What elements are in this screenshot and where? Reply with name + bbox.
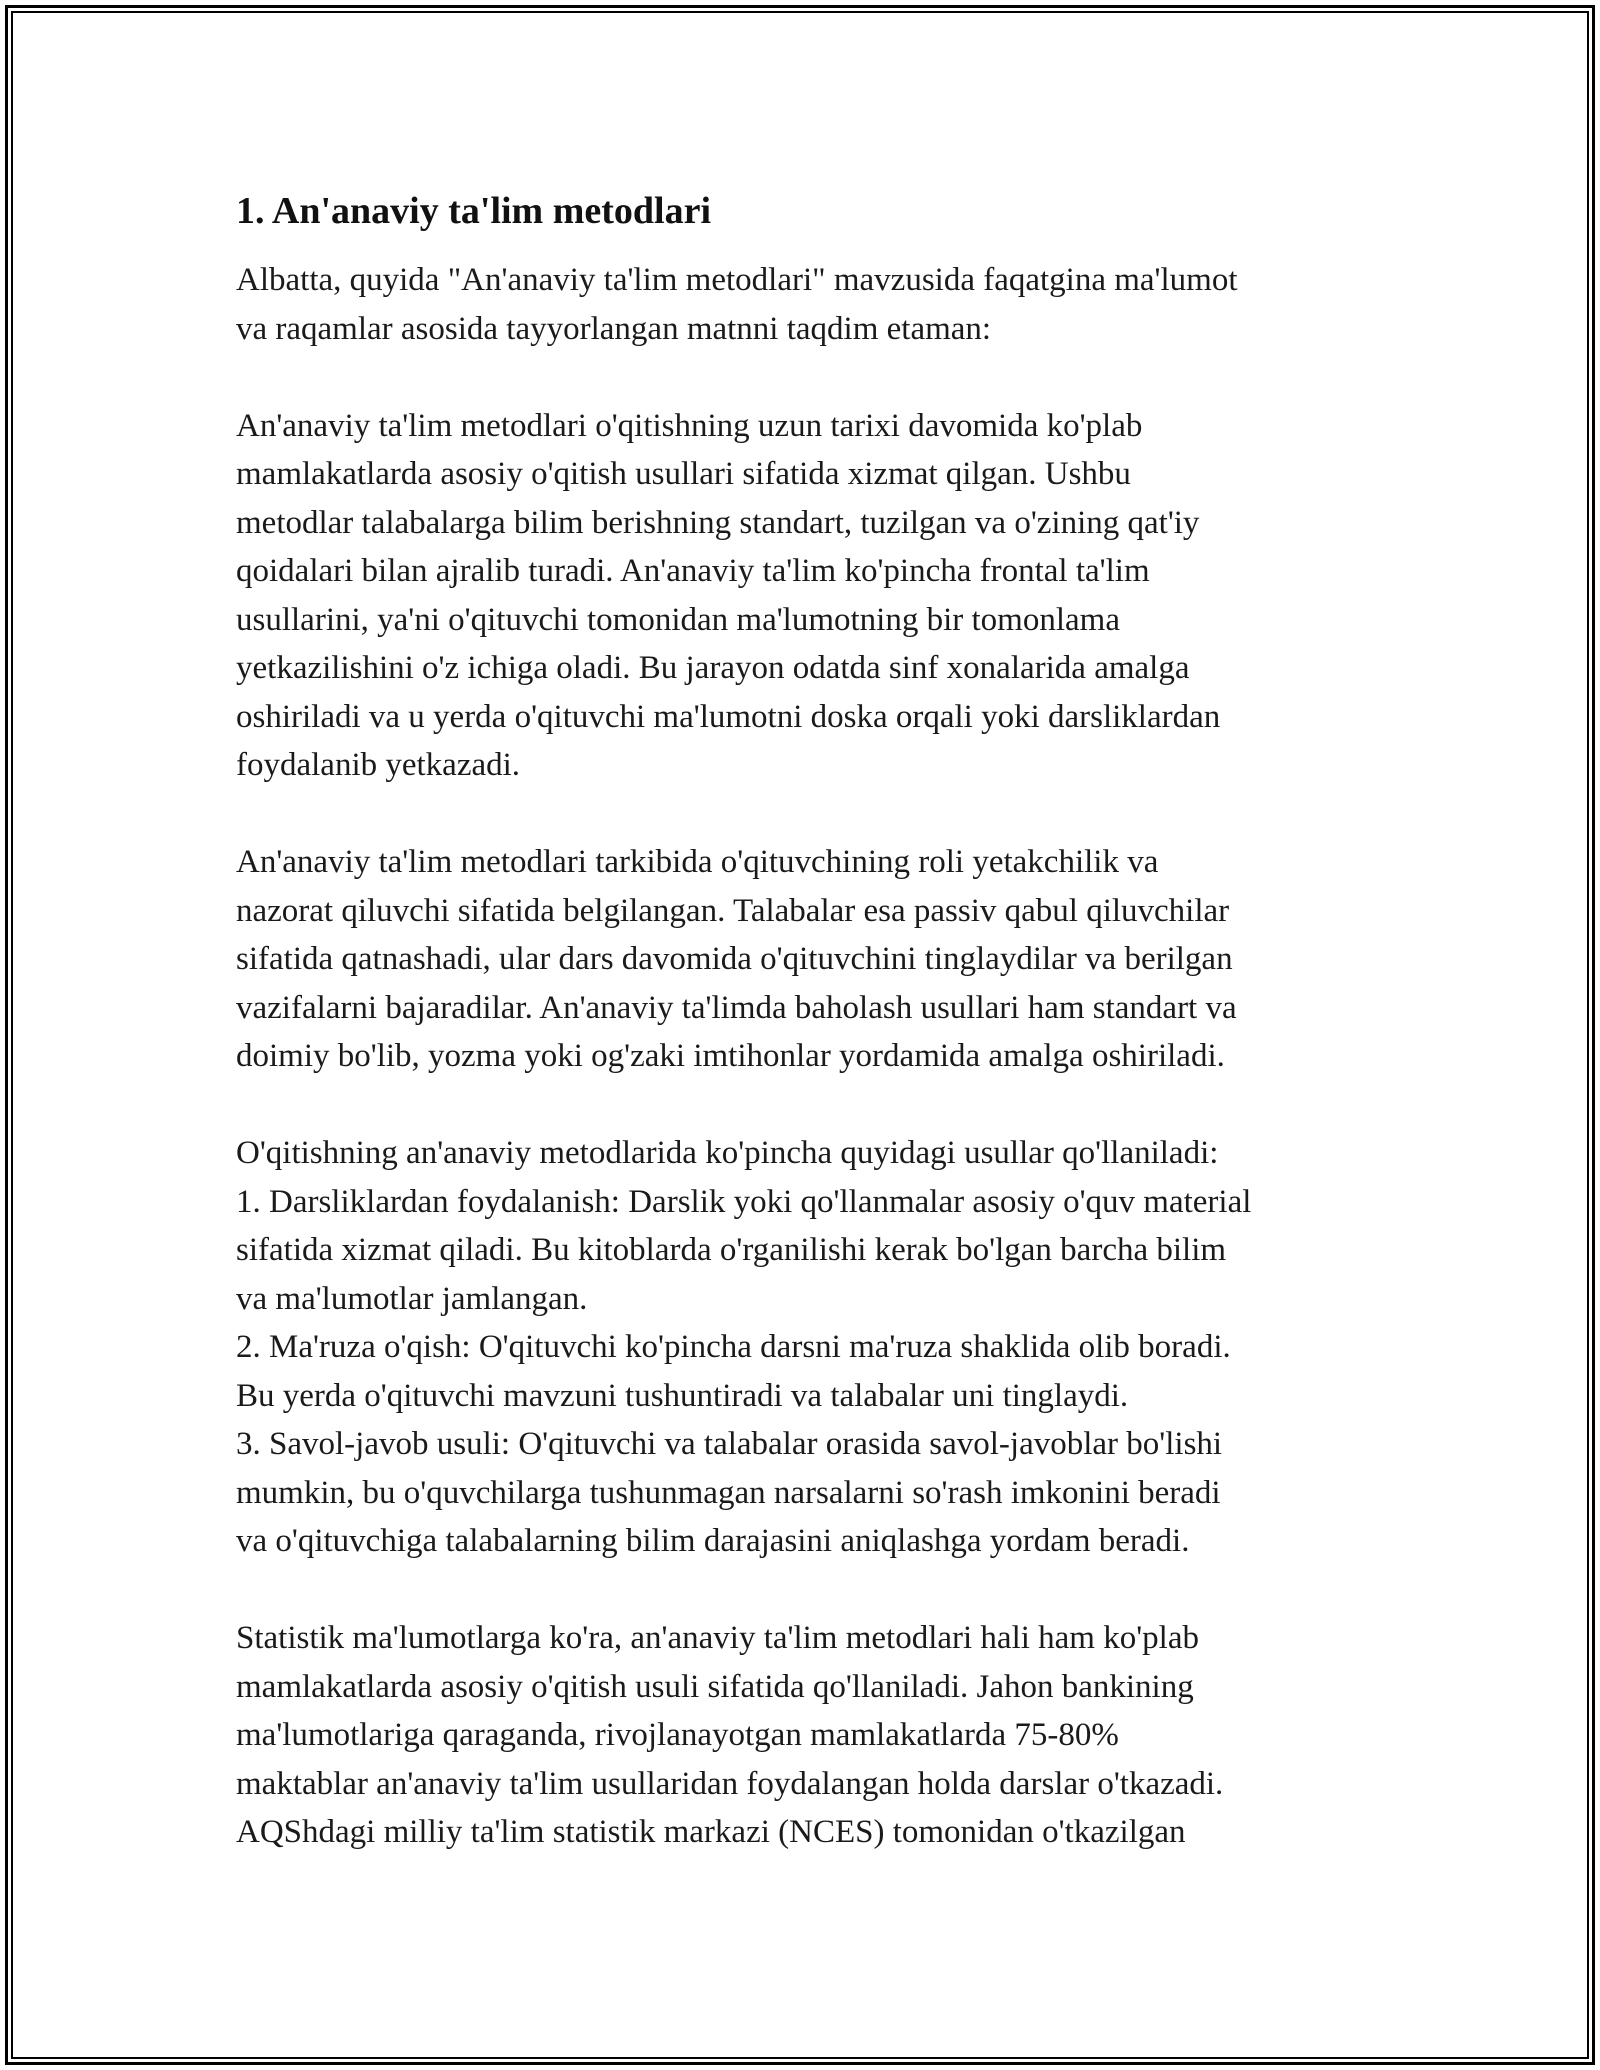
text-line: Statistik ma'lumotlarga ko'ra, an'anaviy ta'lim metodlari hali ham ko'plab bbox=[236, 1620, 1199, 1656]
text-line: va o'qituvchiga talabalarning bilim darajasini aniqlashga yordam beradi. bbox=[236, 1523, 1190, 1559]
text-line: sifatida xizmat qiladi. Bu kitoblarda o'rganilishi kerak bo'lgan barcha bilim bbox=[236, 1232, 1227, 1268]
text-line: metodlar talabalarga bilim berishning standart, tuzilgan va o'zining qat'iy bbox=[236, 504, 1200, 541]
text-line: mamlakatlarda asosiy o'qitish usuli sifatida qo'llaniladi. Jahon bankining bbox=[236, 1668, 1194, 1705]
paragraph-statistics bbox=[236, 1614, 1376, 1857]
text-line: AQShdagi milliy ta'lim statistik markazi (NCES) tomonidan o'tkazilgan bbox=[236, 1814, 1186, 1850]
paragraph-methods-list bbox=[236, 1129, 1376, 1566]
text-line: mumkin, bu o'quvchilarga tushunmagan narsalarni so'rash imkonini beradi bbox=[236, 1474, 1221, 1511]
text-line: qoidalari bilan ajralib turadi. An'anaviy ta'lim ko'pincha frontal ta'lim bbox=[236, 553, 1150, 589]
text-line: O'qitishning an'anaviy metodlarida ko'pincha quyidagi usullar qo'llaniladi: bbox=[236, 1135, 1219, 1171]
text-line: doimiy bo'lib, yozma yoki og'zaki imtihonlar yordamida amalga oshiriladi. bbox=[236, 1038, 1225, 1074]
text-line: nazorat qiluvchi sifatida belgilangan. Talabalar esa passiv qabul qiluvchilar bbox=[236, 892, 1230, 929]
paragraph-spacer bbox=[236, 1566, 1376, 1615]
text-line: foydalanib yetkazadi. bbox=[236, 747, 521, 783]
text-line: oshiriladi va u yerda o'qituvchi ma'lumotni doska orqali yoki darsliklardan bbox=[236, 698, 1221, 735]
section-heading: 1. An'anaviy ta'lim metodlari bbox=[236, 190, 711, 232]
text-line: ma'lumotlariga qaraganda, rivojlanayotgan mamlakatlarda 75-80% bbox=[236, 1717, 1119, 1753]
text-line: 1. Darsliklardan foydalanish: Darslik yoki qo'llanmalar asosiy o'quv material bbox=[236, 1183, 1252, 1220]
text-line: 3. Savol-javob usuli: O'qituvchi va talabalar orasida savol-javoblar bo'lishi bbox=[236, 1426, 1223, 1462]
paragraph-intro bbox=[236, 256, 1376, 353]
text-line: yetkazilishini o'z ichiga oladi. Bu jarayon odatda sinf xonalarida amalga bbox=[236, 650, 1190, 686]
text-line: mamlakatlarda asosiy o'qitish usullari sifatida xizmat qilgan. Ushbu bbox=[236, 456, 1131, 492]
paragraph-teacher-role bbox=[236, 838, 1376, 1081]
text-line: Bu yerda o'qituvchi mavzuni tushuntiradi va talabalar uni tinglaydi. bbox=[236, 1377, 1129, 1414]
text-line: vazifalarni bajaradilar. An'anaviy ta'limda baholash usullari ham standart va bbox=[236, 989, 1237, 1026]
paragraph-history bbox=[236, 402, 1376, 790]
text-line: Albatta, quyida "An'anaviy ta'lim metodlari" mavzusida faqatgina ma'lumot bbox=[236, 262, 1238, 298]
text-line: An'anaviy ta'lim metodlari tarkibida o'qituvchining roli yetakchilik va bbox=[236, 844, 1159, 880]
document-body bbox=[236, 186, 1376, 1857]
text-line: va raqamlar asosida tayyorlangan matnni taqdim etaman: bbox=[236, 310, 992, 347]
text-line: 2. Ma'ruza o'qish: O'qituvchi ko'pincha darsni ma'ruza shaklida olib boradi. bbox=[236, 1329, 1231, 1365]
paragraph-spacer bbox=[236, 790, 1376, 839]
text-line: usullarini, ya'ni o'qituvchi tomonidan ma'lumotning bir tomonlama bbox=[236, 601, 1120, 638]
text-line: An'anaviy ta'lim metodlari o'qitishning uzun tarixi davomida ko'plab bbox=[236, 407, 1143, 444]
paragraph-spacer bbox=[236, 1081, 1376, 1130]
text-line: va ma'lumotlar jamlangan. bbox=[236, 1280, 588, 1317]
text-line: sifatida qatnashadi, ular dars davomida o'qituvchini tinglaydilar va berilgan bbox=[236, 941, 1233, 977]
text-line: maktablar an'anaviy ta'lim usullaridan foydalangan holda darslar o'tkazadi. bbox=[236, 1765, 1224, 1802]
paragraph-spacer bbox=[236, 353, 1376, 402]
